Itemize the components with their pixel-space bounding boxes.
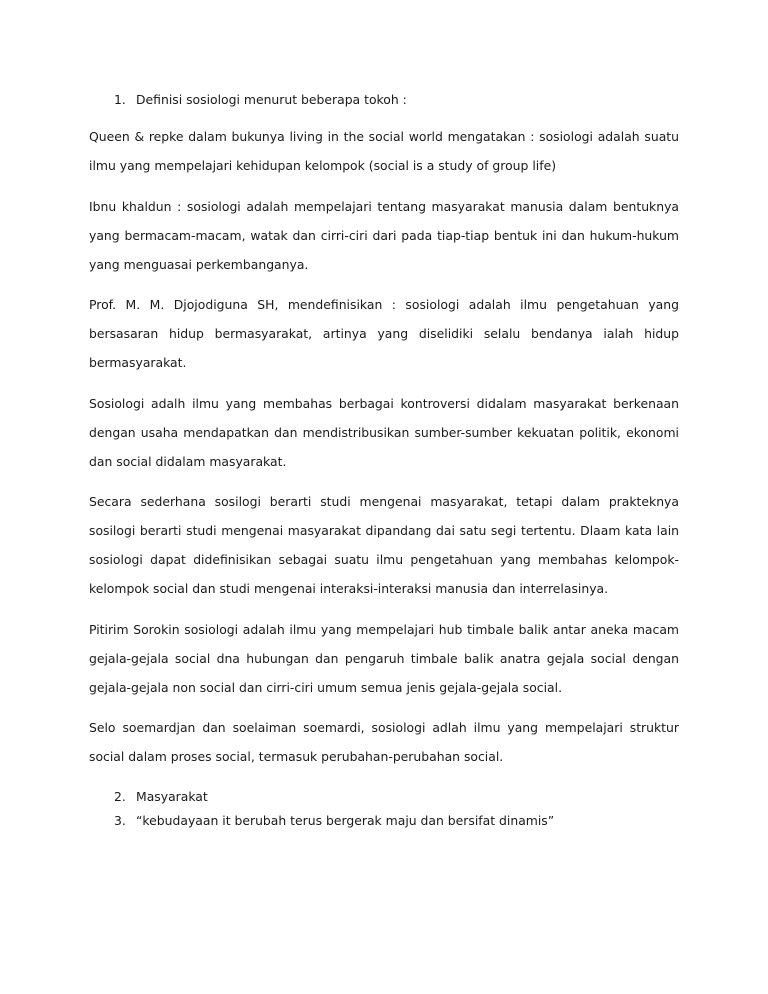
bottom-list [89,785,679,833]
list-item-3 [89,809,679,833]
paragraph-selo-soemardjan: Selo soemardjan dan soelaiman soemardi, sosiologi adlah ilmu yang mempelajari struktur social dalam proses social, termasuk perubahan-perubahan social. [89,720,679,764]
paragraph-djojodiguna: Prof. M. M. Djojodiguna SH, mendefinisikan : sosiologi adalah ilmu pengetahuan yang bersasaran hidup bermasyarakat, artinya yang diselidiki selalu bendanya ialah hidup bermasyarakat. [89,297,679,370]
paragraph-queen-repke: Queen & repke dalam bukunya living in the social world mengatakan : sosiologi adalah suatu ilmu yang mempelajari kehidupan kelompok (social is a study of group life) [89,129,679,173]
list-number: 1. [114,92,126,107]
list-item-1 [89,88,679,112]
list-text: Definisi sosiologi menurut beberapa tokoh : [136,92,407,107]
list-text: “kebudayaan it berubah terus bergerak maju dan bersifat dinamis” [136,813,555,828]
paragraph-pitirim-sorokin: Pitirim Sorokin sosiologi adalah ilmu yang mempelajari hub timbale balik antar aneka macam gejala-gejala social dna hubungan dan pengaruh timbale balik anatra gejala social dengan gejala-gejala non social dan cirri-ciri umum semua jenis gejala-gejala social. [89,621,679,695]
list-text: Masyarakat [136,789,208,804]
list-item-2 [89,785,679,809]
list-number: 2. [114,789,126,804]
paragraph-kontroversi: Sosiologi adalh ilmu yang membahas berbagai kontroversi didalam masyarakat berkenaan dengan usaha mendapatkan dan mendistribusikan sumber-sumber kekuatan politik, ekonomi dan social didalam masyarakat. [89,395,679,469]
list-number: 3. [114,813,126,828]
paragraph-secara-sederhana: Secara sederhana sosilogi berarti studi mengenai masyarakat, tetapi dalam prakteknya sosilogi berarti studi mengenai masyarakat dipandang dai satu segi tertentu. Dlaam kata lain sosiologi dapat didefinisikan sebagai suatu ilmu pengetahuan yang membahas kelompok-kelompok social dan studi mengenai interaksi-interaksi manusia dan interrelasinya. [89,494,679,596]
document-page [89,88,679,833]
paragraph-ibnu-khaldun: Ibnu khaldun : sosiologi adalah mempelajari tentang masyarakat manusia dalam bentuknya yang bermacam-macam, watak dan cirri-ciri dari pada tiap-tiap bentuk ini dan hukum-hukum yang menguasai perkembanganya. [89,198,679,272]
